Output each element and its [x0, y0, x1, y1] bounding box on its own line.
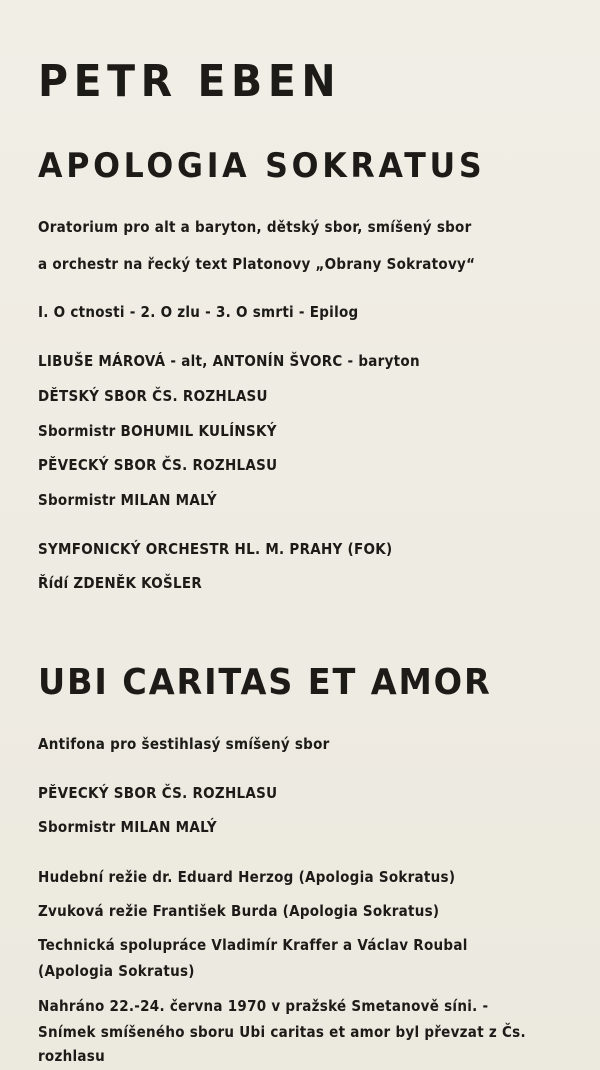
work2-performer-choirmaster: Sbormistr MILAN MALÝ [38, 818, 217, 836]
work1-title: APOLOGIA SOKRATUS [38, 146, 486, 186]
credits-recorded-line2: Snímek smíšeného sboru Ubi caritas et amor byl převzat z Čs. [38, 1023, 526, 1041]
credits-technical-line2: (Apologia Sokratus) [38, 962, 195, 980]
credits-recorded-line1: Nahráno 22.-24. června 1970 v pražské Smetanově síni. - [38, 997, 489, 1015]
work1-performer-choir: PĚVECKÝ SBOR ČS. ROZHLASU [38, 456, 278, 474]
work1-performer-choirmaster1: Sbormistr BOHUMIL KULÍNSKÝ [38, 422, 277, 440]
work1-performer-soloists: LIBUŠE MÁROVÁ - alt, ANTONÍN ŠVORC - baryton [38, 352, 420, 370]
work1-conductor: Řídí ZDENĚK KOŠLER [38, 574, 203, 592]
work1-performer-choirmaster2: Sbormistr MILAN MALÝ [38, 491, 217, 509]
work1-description-line2: a orchestr na řecký text Platonovy „Obrany Sokratovy“ [38, 255, 476, 273]
credits-recorded-line3: rozhlasu [38, 1047, 105, 1065]
credits-music-direction: Hudební režie dr. Eduard Herzog (Apologia Sokratus) [38, 868, 456, 886]
composer-name: PETR EBEN [38, 56, 342, 107]
work1-description-line1: Oratorium pro alt a baryton, dětský sbor, smíšený sbor [38, 218, 472, 236]
credits-technical-line1: Technická spolupráce Vladimír Kraffer a Václav Roubal [38, 936, 468, 954]
work2-description: Antifona pro šestihlasý smíšený sbor [38, 735, 330, 753]
work1-orchestra: SYMFONICKÝ ORCHESTR HL. M. PRAHY (FOK) [38, 540, 393, 558]
credits-sound-direction: Zvuková režie František Burda (Apologia Sokratus) [38, 902, 440, 920]
work2-performer-choir: PĚVECKÝ SBOR ČS. ROZHLASU [38, 784, 278, 802]
work2-title: UBI CARITAS ET AMOR [38, 662, 492, 703]
work1-movements: I. O ctnosti - 2. O zlu - 3. O smrti - Epilog [38, 303, 359, 321]
work1-performer-childrens-choir: DĚTSKÝ SBOR ČS. ROZHLASU [38, 387, 268, 405]
